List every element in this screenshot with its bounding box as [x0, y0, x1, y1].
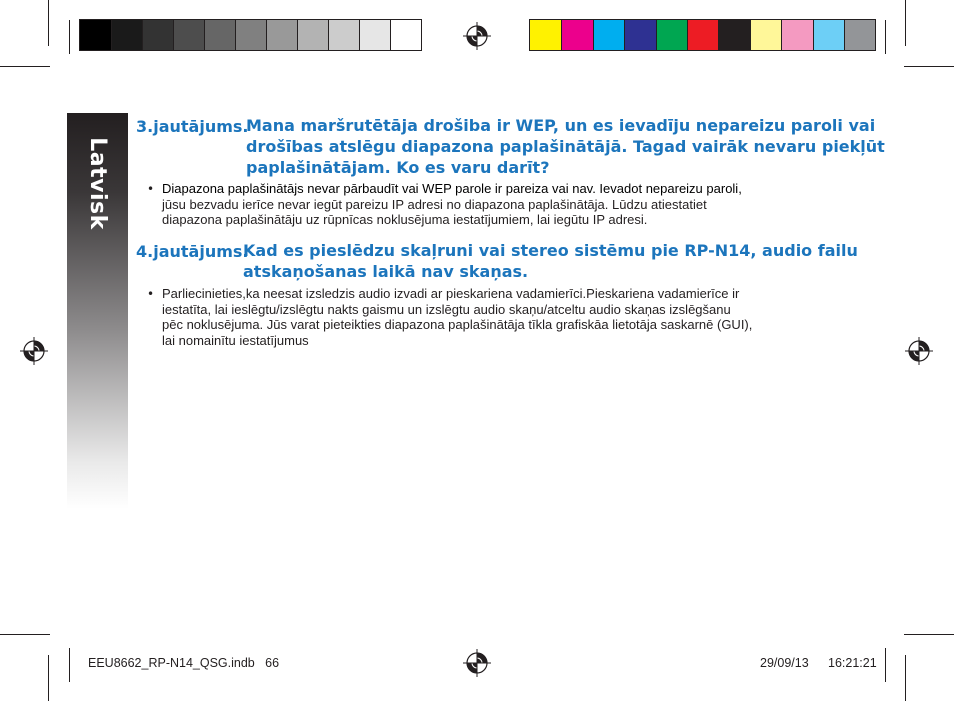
grayscale-swatch	[235, 20, 266, 50]
process-color-swatch	[781, 20, 812, 50]
answer-4-line: lai nomainītu iestatījumus	[162, 332, 309, 348]
question-4-line: Kad es pieslēdzu skaļruni vai stereo sistēmu pie RP-N14, audio failu	[243, 241, 858, 260]
process-color-swatch	[718, 20, 749, 50]
grayscale-swatch	[142, 20, 173, 50]
question-3-number: 3.jautājums.	[136, 117, 249, 136]
crop-mark-top-right-h	[904, 66, 954, 67]
crop-mark-bottom-right-v	[905, 655, 906, 701]
process-color-swatch	[561, 20, 592, 50]
question-3-line: Mana maršrutētāja drošiba ir WEP, un es ievadīju nepareizu paroli vai	[246, 116, 876, 135]
answer-4-line: iestatīta, lai ieslēgtu/izslēgtu nakts gaismu un izslēgtu audio skaņu/atceltu audio skaņas izslēgšanu	[162, 301, 731, 317]
grayscale-swatch	[266, 20, 297, 50]
grayscale-swatch	[173, 20, 204, 50]
process-color-swatch	[687, 20, 718, 50]
question-4-line: atskaņošanas laikā nav skaņas.	[243, 262, 529, 281]
crop-mark-left-inner	[69, 20, 70, 54]
question-3-line: drošības atslēgu diapazona paplašinātājā. Tagad vairāk nevaru piekļūt	[246, 137, 885, 156]
footer-file-name: EEU8662_RP-N14_QSG.indb 66	[88, 656, 280, 670]
language-side-tab	[67, 113, 128, 509]
language-label: Latvisk	[85, 136, 110, 230]
process-color-swatch	[593, 20, 624, 50]
answer-4-bullet: •	[147, 287, 155, 301]
registration-mark-right-icon	[905, 337, 933, 365]
footer-time: 16:21:21	[828, 656, 877, 670]
crop-mark-top-left-h	[0, 66, 50, 67]
answer-3-bullet: •	[147, 182, 155, 196]
answer-4-text	[162, 286, 752, 348]
grayscale-swatch	[328, 20, 359, 50]
grayscale-swatch	[80, 20, 111, 50]
crop-mark-left-inner-bottom	[69, 648, 70, 682]
grayscale-swatch	[390, 20, 421, 50]
registration-mark-top-icon	[463, 22, 491, 50]
process-color-swatch	[624, 20, 655, 50]
crop-mark-bottom-right-h	[904, 634, 954, 635]
process-color-swatch	[844, 20, 875, 50]
crop-mark-bottom-left-v	[48, 655, 49, 701]
process-color-swatch	[750, 20, 781, 50]
question-3-line: paplašinātājam. Ko es varu darīt?	[246, 158, 550, 177]
process-color-swatch	[656, 20, 687, 50]
answer-4-line: pēc noklusējuma. Jūs varat pieteikties diapazona paplašinātāja tīkla grafiskāa lietotāja saskarnē (GUI),	[162, 317, 753, 332]
grayscale-swatch	[204, 20, 235, 50]
registration-mark-bottom-icon	[463, 649, 491, 677]
crop-mark-right-inner	[885, 20, 886, 54]
grayscale-color-bar	[79, 19, 422, 51]
answer-3-line: diapazona paplašinātāju uz rūpnīcas noklusējuma iestatījumiem, lai iegūtu IP adresi.	[162, 212, 648, 227]
answer-3-line: Diapazona paplašinātājs nevar pārbaudīt vai WEP parole ir pareiza vai nav. Ievadot nepareizu paroli,	[162, 181, 742, 196]
answer-3-line: jūsu bezvadu ierīce nevar iegūt pareizu IP adresi no diapazona paplašinātāja. Lūdzu atiestatiet	[162, 196, 707, 212]
crop-mark-top-right-v	[905, 0, 906, 46]
answer-4-line: Parliecinieties,ka neesat izsledzis audio izvadi ar pieskariena vadamierīci.Pieskariena vadamierīce ir	[162, 286, 740, 301]
registration-mark-left-icon	[20, 337, 48, 365]
crop-mark-top-left-v	[48, 0, 49, 46]
footer-date: 29/09/13	[760, 656, 809, 670]
question-3-text	[246, 115, 885, 178]
crop-mark-right-inner-bottom	[885, 648, 886, 682]
grayscale-swatch	[359, 20, 390, 50]
process-color-swatch	[530, 20, 561, 50]
grayscale-swatch	[297, 20, 328, 50]
process-color-swatch	[813, 20, 844, 50]
crop-mark-bottom-left-h	[0, 634, 50, 635]
answer-3-text	[162, 181, 742, 228]
grayscale-swatch	[111, 20, 142, 50]
process-color-bar	[529, 19, 876, 51]
question-4-number: 4.jautājums.	[136, 242, 249, 261]
question-4-text	[243, 240, 858, 282]
